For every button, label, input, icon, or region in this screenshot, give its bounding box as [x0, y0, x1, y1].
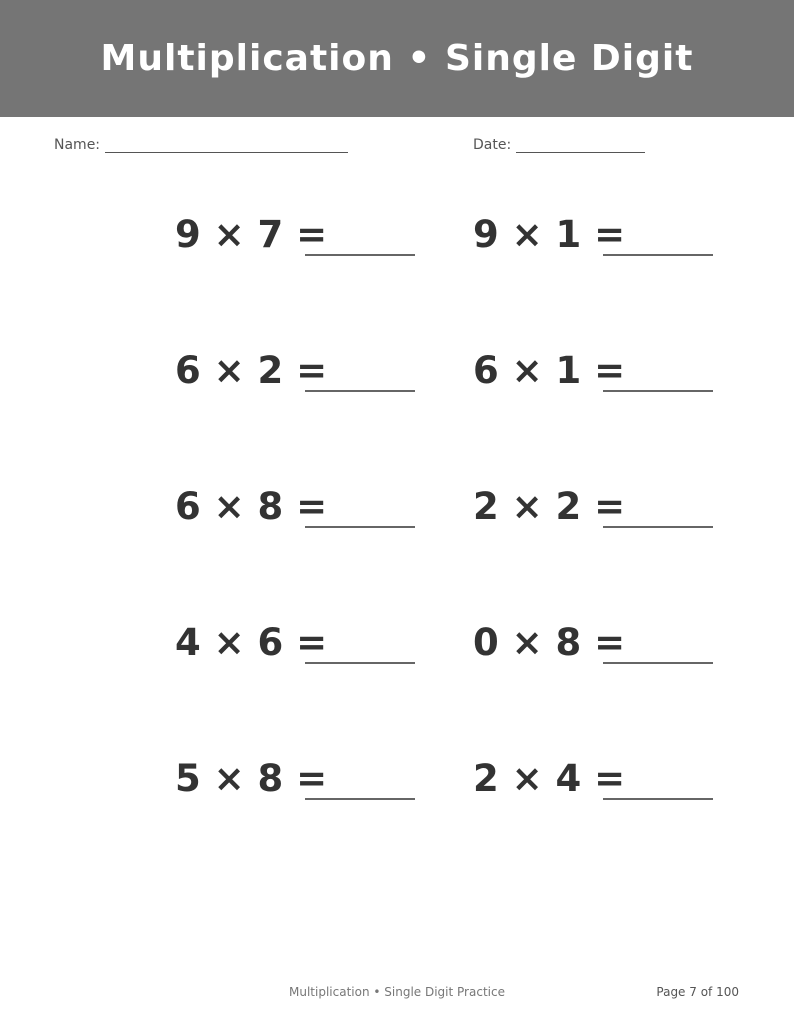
- problem-item: [175, 621, 327, 681]
- problem-expression: 2 × 2 =: [473, 485, 626, 528]
- problem-item: [473, 485, 625, 545]
- problem-item: [473, 213, 625, 273]
- problem-item: [473, 757, 625, 817]
- answer-blank[interactable]: [603, 798, 713, 800]
- problem-expression: 6 × 2 =: [175, 349, 328, 392]
- answer-blank[interactable]: [603, 526, 713, 528]
- problem-item: [175, 485, 327, 545]
- name-field: [54, 136, 348, 153]
- page-number: Page 7 of 100: [656, 985, 739, 999]
- answer-blank[interactable]: [305, 526, 415, 528]
- answer-blank[interactable]: [305, 798, 415, 800]
- name-input-line[interactable]: [105, 136, 348, 153]
- problem-item: [175, 213, 327, 273]
- problem-item: [473, 349, 625, 409]
- problem-expression: 4 × 6 =: [175, 621, 328, 664]
- answer-blank[interactable]: [603, 390, 713, 392]
- header-banner: [0, 0, 794, 117]
- problem-expression: 0 × 8 =: [473, 621, 626, 664]
- problem-expression: 2 × 4 =: [473, 757, 626, 800]
- answer-blank[interactable]: [305, 254, 415, 256]
- problem-item: [175, 349, 327, 409]
- problem-expression: 6 × 1 =: [473, 349, 626, 392]
- problem-expression: 6 × 8 =: [175, 485, 328, 528]
- problem-expression: 9 × 1 =: [473, 213, 626, 256]
- answer-blank[interactable]: [603, 662, 713, 664]
- answer-blank[interactable]: [305, 390, 415, 392]
- name-label: Name:: [54, 137, 101, 153]
- date-input-line[interactable]: [516, 136, 645, 153]
- problem-item: [473, 621, 625, 681]
- problem-expression: 9 × 7 =: [175, 213, 328, 256]
- page-title: Multiplication • Single Digit: [100, 38, 694, 79]
- problem-expression: 5 × 8 =: [175, 757, 328, 800]
- date-field: [473, 136, 645, 153]
- answer-blank[interactable]: [305, 662, 415, 664]
- date-label: Date:: [473, 137, 512, 153]
- problem-item: [175, 757, 327, 817]
- footer-caption: Multiplication • Single Digit Practice: [289, 985, 505, 999]
- answer-blank[interactable]: [603, 254, 713, 256]
